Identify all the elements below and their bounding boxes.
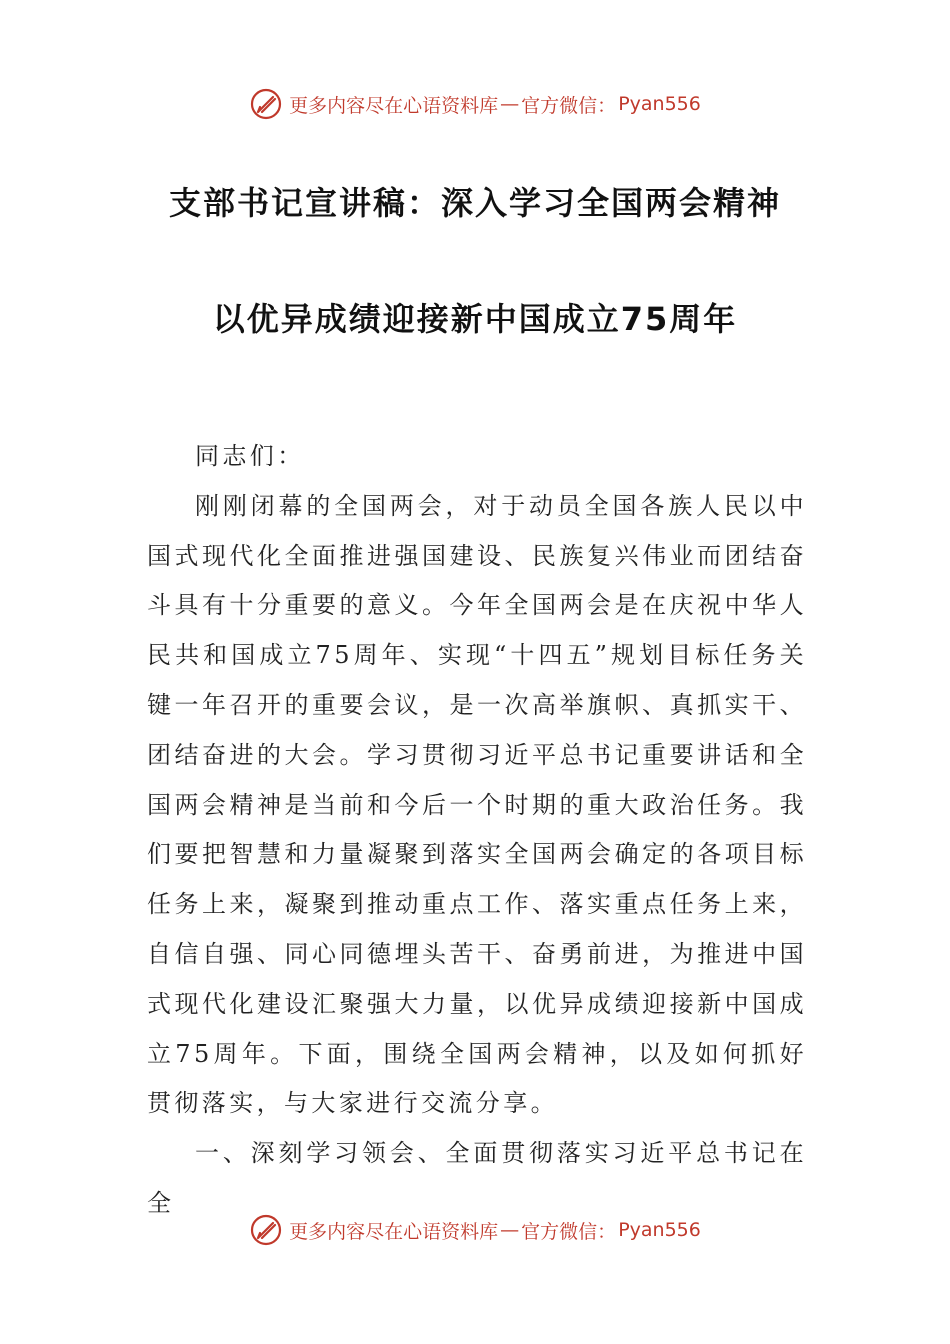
banner-handle: Pyan556 <box>618 93 701 115</box>
paragraph-1: 刚刚闭幕的全国两会，对于动员全国各族人民以中国式现代化全面推进强国建设、民族复兴伟业而团结奋斗具有十分重要的意义。今年全国两会是在庆祝中华人民共和国成立75周年、实现“十四五”规划目标任务关键一年召开的重要会议，是一次高举旗帜、真抓实干、团结奋进的大会。学习贯彻习近平总书记重要讲话和全国两会精神是当前和今后一个时期的重大政治任务。我们要把智慧和力量凝聚到落实全国两会确定的各项目标任务上来，凝聚到推动重点工作、落实重点任务上来，自信自强、同心同德埋头苦干、奋勇前进，为推进中国式现代化建设汇聚强大力量，以优异成绩迎接新中国成立75周年。下面，围绕全国两会精神，以及如何抓好贯彻落实，与大家进行交流分享。 <box>147 491 807 1118</box>
watermark-banner-bottom <box>0 1210 950 1250</box>
title-line-1: 支部书记宣讲稿：深入学习全国两会精神 <box>168 184 781 222</box>
banner-dash: — <box>500 93 520 115</box>
salutation: 同志们： <box>195 442 305 470</box>
banner-text: 更多内容尽在心语资料库 <box>289 94 499 117</box>
watermark-banner-top <box>0 84 950 124</box>
title-line-2: 以优异成绩迎接新中国成立75周年 <box>212 300 738 338</box>
quill-logo-icon <box>249 87 283 121</box>
document-body <box>147 432 807 1229</box>
banner-text: 更多内容尽在心语资料库 <box>289 1220 499 1243</box>
banner-official: 官方微信： <box>521 94 617 117</box>
banner-official: 官方微信： <box>521 1220 617 1243</box>
quill-logo-icon <box>249 1213 283 1247</box>
section-heading-1: 一、深刻学习领会、全面贯彻落实习近平总书记在全 <box>147 1139 807 1217</box>
banner-handle: Pyan556 <box>618 1219 701 1241</box>
banner-dash: — <box>500 1219 520 1241</box>
